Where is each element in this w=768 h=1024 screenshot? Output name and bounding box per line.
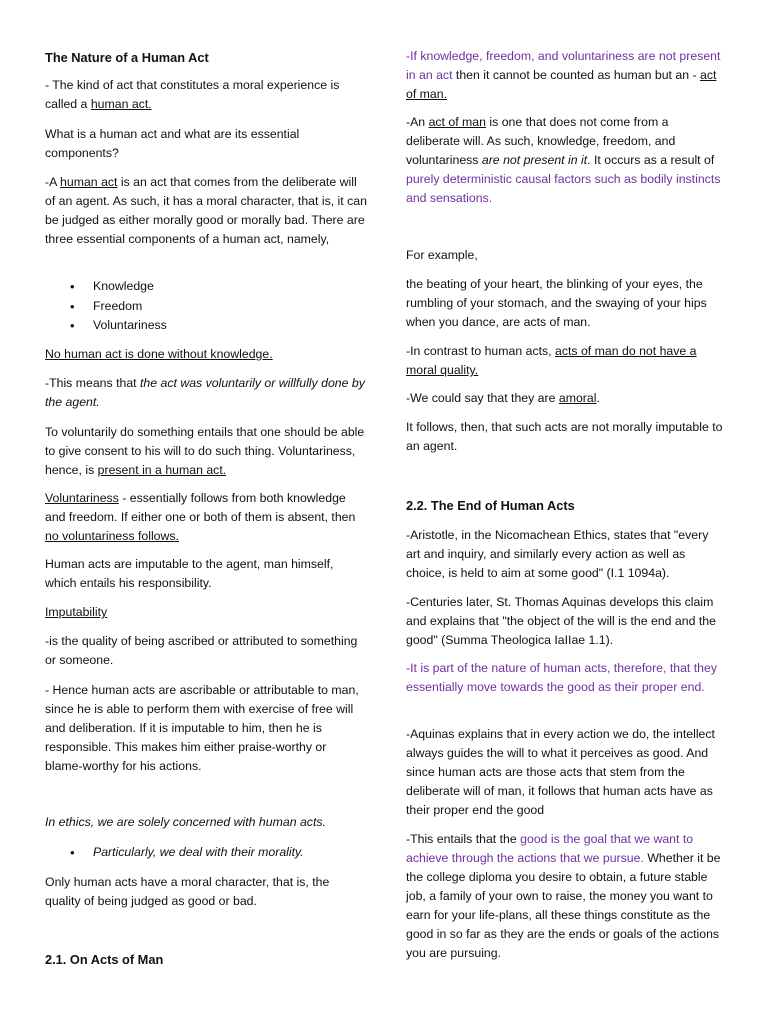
paragraph-examples: the beating of your heart, the blinking of your eyes, the rumbling of your stomach, and the swaying of your hips when you dance, are acts of man. — [406, 277, 707, 329]
paragraph-for-example: For example, — [406, 248, 478, 262]
paragraph-moral-character: Only human acts have a moral character, that is, the quality of being judged as good or bad. — [45, 875, 330, 908]
paragraph-imputability-definition: -is the quality of being ascribed or attributed to something or someone. — [45, 634, 358, 667]
paragraph-knowledge-rule: No human act is done without knowledge. — [45, 347, 273, 361]
paragraph-contrast: -In contrast to human acts, acts of man do not have a moral quality. — [406, 344, 697, 377]
paragraph-imputable: Human acts are imputable to the agent, man himself, which entails his responsibility. — [45, 557, 334, 590]
paragraph-meaning: -This means that the act was voluntarily or willfully done by the agent. — [45, 376, 365, 409]
section-heading-end-of-human-acts: 2.2. The End of Human Acts — [406, 498, 575, 513]
term-voluntariness: Voluntariness — [45, 491, 119, 505]
paragraph-not-imputable: It follows, then, that such acts are not morally imputable to an agent. — [406, 420, 723, 453]
paragraph-human-act-components: -A human act is an act that comes from the deliberate will of an agent. As such, it has a moral character, that is, it can be judged as either morally good or morally bad. There are three essential components of a human act, namely, — [45, 175, 367, 246]
morality-list — [45, 843, 367, 863]
term-act-of-man: act of man — [428, 115, 486, 129]
paragraph-good-goal: -This entails that the good is the goal that we want to achieve through the actions that we pursue. Whether it be the college diploma you desire to obtain, a future stable job, a family of your own to raise, the money you want to earn for your life-plans, all these things constitute as the good in so far as they are the ends or goals of the actions you are pursuing. — [406, 832, 721, 960]
list-item: • Freedom — [45, 297, 367, 317]
term-human-act: human act — [60, 175, 118, 189]
term-amoral: amoral — [558, 391, 597, 405]
components-list — [45, 277, 367, 336]
document-heading: The Nature of a Human Act — [45, 50, 209, 65]
list-item: • Voluntariness — [45, 316, 367, 336]
term-imputability: Imputability — [45, 605, 108, 619]
paragraph-voluntariness: Voluntariness - essentially follows from both knowledge and freedom. If either one or both of them is absent, then no voluntariness follows. — [45, 491, 356, 543]
paragraph-question: What is a human act and what are its essential components? — [45, 127, 300, 160]
paragraph-aquinas-claim: -Centuries later, St. Thomas Aquinas develops this claim and explains that "the object of the will is the end and the good" (Summa Theologica IaIIae 1.1). — [406, 595, 716, 647]
term-act-of-man: act of man. — [406, 68, 717, 101]
paragraph-ascribable: - Hence human acts are ascribable or attributable to man, since he is able to perform them with exercise of free will and deliberation. If it is imputable to him, then he is responsible. This makes him either praise-worthy or blame-worthy for his actions. — [45, 683, 359, 773]
paragraph-human-act-definition: - The kind of act that constitutes a moral experience is called a human act. — [45, 78, 340, 111]
paragraph-not-human: -If knowledge, freedom, and voluntariness are not present in an act then it cannot be counted as human but an - act of man. — [406, 49, 721, 101]
paragraph-aristotle: -Aristotle, in the Nicomachean Ethics, states that "every art and inquiry, and similarly every action as well as choice, is held to aim at some good" (I.1 1094a). — [406, 528, 709, 580]
section-heading-acts-of-man: 2.1. On Acts of Man — [45, 952, 164, 967]
paragraph-amoral: -We could say that they are amoral. — [406, 391, 600, 405]
paragraph-aquinas-intellect: -Aquinas explains that in every action we do, the intellect always guides the will to what it perceives as good. And since human acts are those acts that stem from the deliberate will of man, it follows that human acts have as their proper end the good — [406, 727, 715, 817]
list-item: • Knowledge — [45, 277, 367, 297]
paragraph-proper-end: -It is part of the nature of human acts, therefore, that they essentially move towards the good as their proper end. — [406, 661, 718, 694]
list-item: • Particularly, we deal with their morality. — [45, 843, 367, 863]
paragraph-voluntarily: To voluntarily do something entails that one should be able to give consent to his will to do such thing. Voluntariness, hence, is present in a human act. — [45, 425, 365, 477]
paragraph-ethics-focus: In ethics, we are solely concerned with human acts. — [45, 815, 326, 829]
paragraph-act-of-man-definition: -An act of man is one that does not come from a deliberate will. As such, knowledge, freedom, and voluntariness are not present in it. It occurs as a result of purely deterministic causal factors such as bodily instincts and sensations. — [406, 115, 721, 205]
term-human-act: human act. — [90, 97, 152, 111]
